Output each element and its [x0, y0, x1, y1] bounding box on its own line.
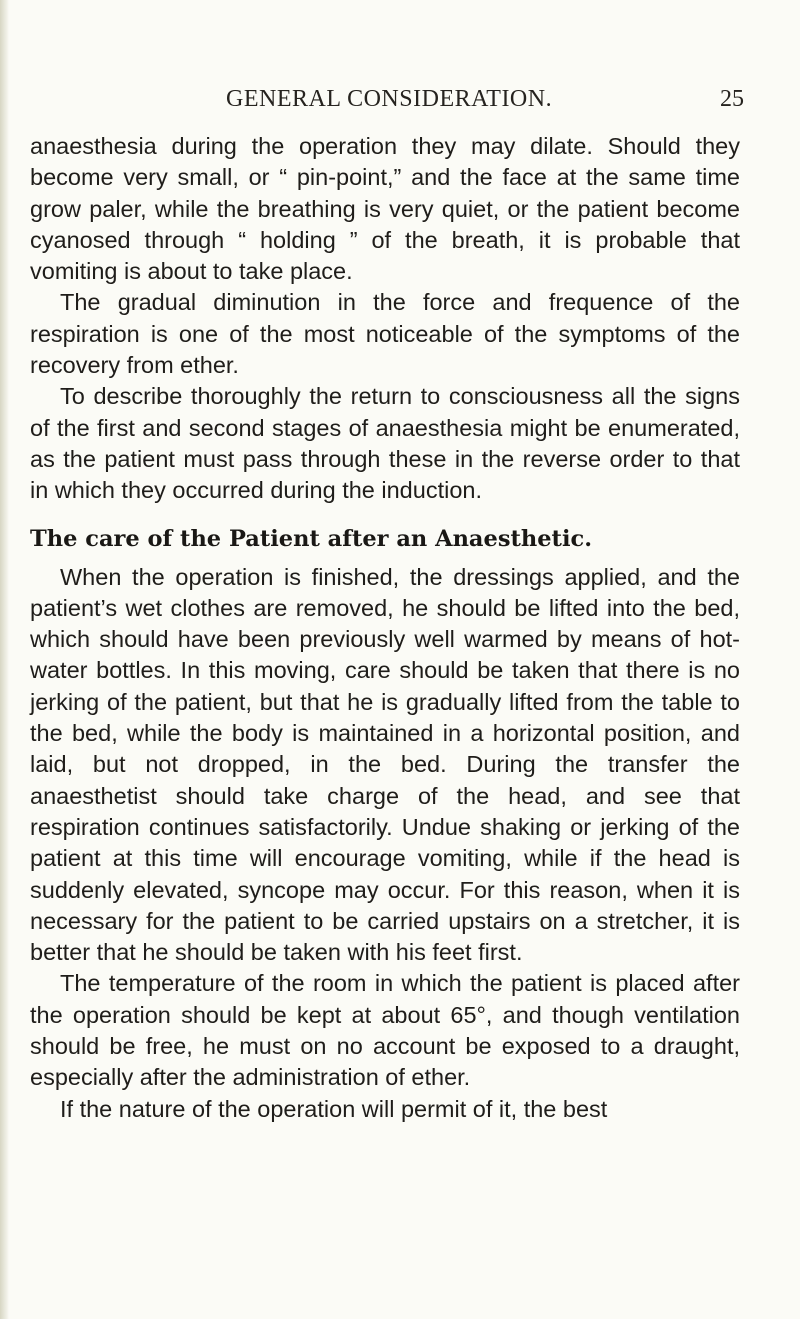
running-head: GENERAL CONSIDERATION. — [226, 86, 553, 112]
body-text — [30, 131, 740, 1125]
page-number: 25 — [720, 86, 744, 112]
page-gutter-shadow — [0, 0, 9, 1319]
paragraph: To describe thoroughly the return to consciousness all the signs of the first and second stages of anaesthesia might be enumerated, as the patient must pass through these in the reverse order to that in which they occurred during the induction. — [30, 383, 740, 504]
paragraph: When the operation is finished, the dressings applied, and the patient’s wet clothes are removed, he should be lifted into the bed, which should have been previously well warmed by means of hot-water bottles. In this moving, care should be taken that there is no jerking of the patient, but that he is gradually lifted from the table to the bed, while the body is maintained in a horizontal position, and laid, but not dropped, in the bed. During the transfer the anaesthetist should take charge of the head, and see that respiration continues satisfactorily. Undue shaking or jerking of the patient at this time will encourage vomiting, while if the head is suddenly elevated, syncope may occur. For this reason, when it is necessary for the patient to be carried upstairs on a stretcher, it is better that he should be taken with his feet first. — [30, 563, 740, 966]
paragraph: The temperature of the room in which the patient is placed after the operation should be kept at about 65°, and though ventilation should be free, he must on no account be exposed to a draught, especially after the administration of ether. — [30, 970, 740, 1091]
section-heading: The care of the Patient after an Anaesthetic. — [30, 525, 593, 552]
page-header — [44, 86, 744, 116]
paragraph-continuation: anaesthesia during the operation they may dilate. Should they become very small, or “ pin-point,” and the face at the same time grow paler, while the breathing is very quiet, or the patient become cyanosed through “ holding ” of the breath, it is probable that vomiting is about to take place. — [30, 133, 740, 285]
paragraph: The gradual diminution in the force and frequence of the respiration is one of the most noticeable of the symptoms of the recovery from ether. — [30, 289, 740, 379]
paragraph: If the nature of the operation will permit of it, the best — [60, 1095, 608, 1122]
